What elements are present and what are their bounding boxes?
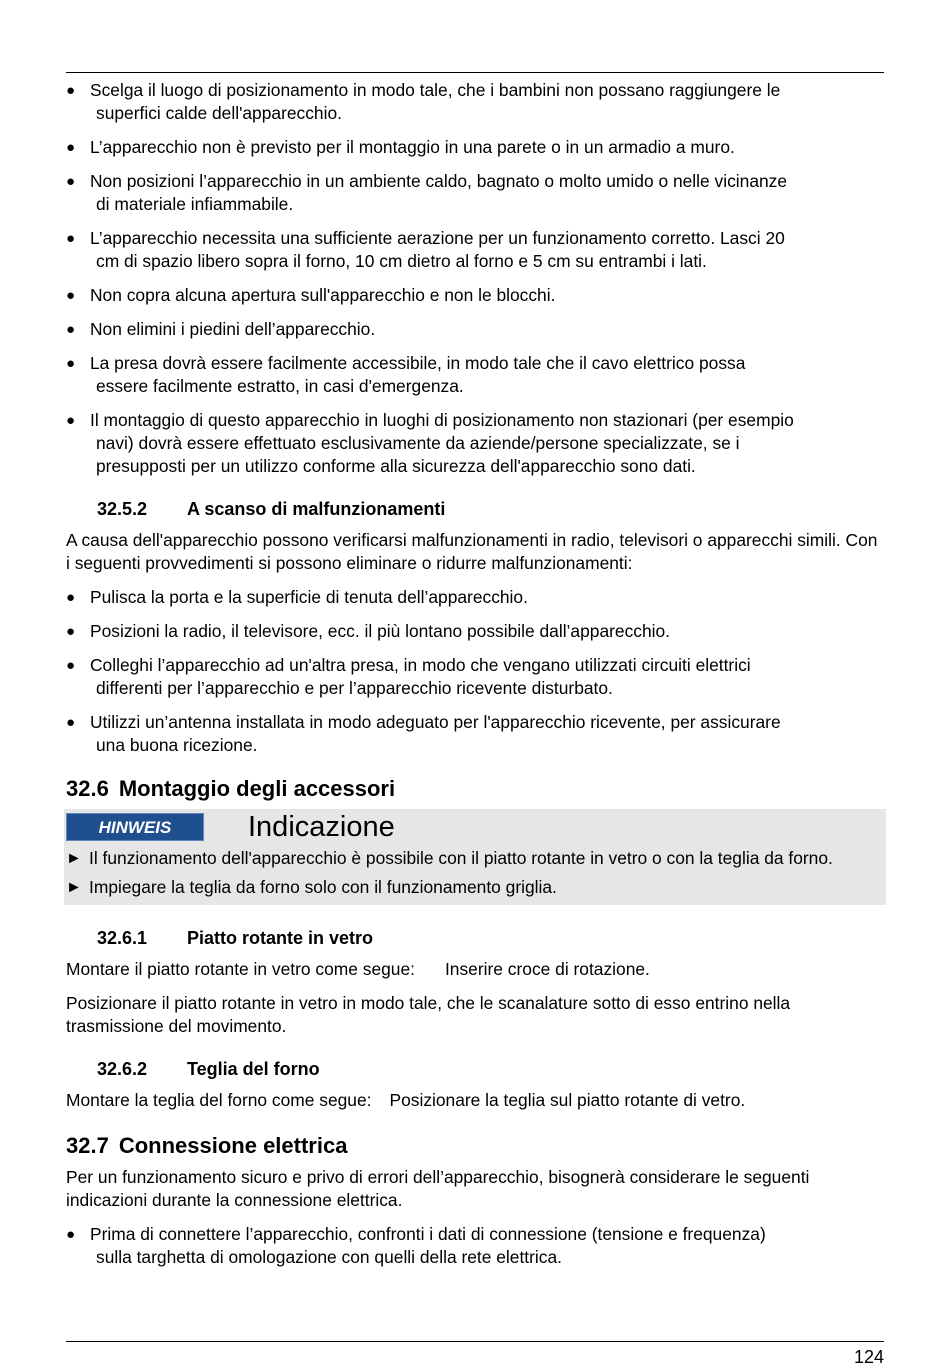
footer-rule	[66, 1341, 884, 1342]
header-rule	[66, 72, 884, 73]
list-item: ● L’apparecchio necessita una sufficiente aerazione per un funzionamento corretto. Lasci 20 cm di spazio libero sopra il forno, 10 cm dietro al forno e 5 cm su entrambi i lati.	[66, 228, 785, 271]
heading-32-7: 32.7 Connessione elettrica	[66, 1133, 348, 1158]
page-content	[66, 79, 884, 1280]
list-item: ● Non elimini i piedini dell’apparecchio.	[66, 319, 376, 339]
bullet-list-interference	[66, 586, 884, 757]
list-item: ● Prima di connettere l’apparecchio, confronti i dati di connessione (tensione e frequenza) sulla targhetta di omologazione con quelli della rete elettrica.	[66, 1224, 766, 1267]
bullet-list-installation	[66, 79, 884, 478]
arrow-right-icon: ►	[66, 850, 82, 867]
notice-item: ► Impiegare la teglia da forno solo con il funzionamento griglia.	[66, 877, 557, 897]
list-item: ● Il montaggio di questo apparecchio in luoghi di posizionamento non stazionari (per esempio navi) dovrà essere effettuato esclusivamente da aziende/persone specializzate, se i presupposti per un utilizzo conforme alla sicurezza dell'apparecchio sono dati.	[66, 410, 794, 476]
paragraph: Posizionare il piatto rotante in vetro in modo tale, che le scanalature sotto di esso entrino nella trasmissione del movimento.	[66, 993, 791, 1036]
heading-32-5-2: 32.5.2 A scanso di malfunzionamenti	[97, 499, 446, 519]
list-item: ● Scelga il luogo di posizionamento in modo tale, che i bambini non possano raggiungere le superfici calde dell'apparecchio.	[66, 80, 781, 123]
list-item: ● L’apparecchio non è previsto per il montaggio in una parete o in un armadio a muro.	[66, 137, 735, 157]
instruction-line: Montare la teglia del forno come segue: Posizionare la teglia sul piatto rotante di vetro.	[66, 1090, 746, 1110]
list-item: ● Colleghi l’apparecchio ad un'altra presa, in modo che vengano utilizzati circuiti elettrici differenti per l’apparecchio e per l’apparecchio ricevente disturbato.	[66, 655, 751, 698]
intro-paragraph: Per un funzionamento sicuro e privo di errori dell’apparecchio, bisognerà considerare le seguenti indicazioni durante la connessione elettrica.	[66, 1167, 810, 1210]
heading-32-6: 32.6 Montaggio degli accessori	[66, 776, 396, 801]
heading-32-6-1: 32.6.1 Piatto rotante in vetro	[97, 928, 374, 948]
list-item: ● Non posizioni l’apparecchio in un ambiente caldo, bagnato o molto umido o nelle vicinanze di materiale infiammabile.	[66, 171, 788, 214]
list-item: ● Non copra alcuna apertura sull'apparecchio e non le blocchi.	[66, 285, 556, 305]
heading-32-6-2: 32.6.2 Teglia del forno	[97, 1059, 320, 1079]
notice-item: ► Il funzionamento dell'apparecchio è possibile con il piatto rotante in vetro o con la teglia da forno.	[66, 848, 833, 868]
intro-paragraph: A causa dell'apparecchio possono verificarsi malfunzionamenti in radio, televisori o apparecchi simili. Con i seguenti provvedimenti si possono eliminare o ridurre malfunzionamenti:	[66, 530, 878, 573]
list-item: ● Utilizzi un’antenna installata in modo adeguato per l'apparecchio ricevente, per assicurare una buona ricezione.	[66, 712, 781, 755]
arrow-right-icon: ►	[66, 879, 82, 896]
list-item: ● Posizioni la radio, il televisore, ecc. il più lontano possibile dall’apparecchio.	[66, 621, 671, 641]
list-item: ● Pulisca la porta e la superficie di tenuta dell’apparecchio.	[66, 587, 528, 607]
instruction-line: Montare il piatto rotante in vetro come segue: Inserire croce di rotazione.	[66, 959, 650, 979]
notice-title: Indicazione	[248, 810, 395, 843]
bullet-list-electrical	[66, 1223, 884, 1269]
notice-box	[64, 809, 886, 905]
hinweis-badge: HINWEIS	[66, 813, 204, 841]
page-number: 124	[853, 1347, 884, 1367]
list-item: ● La presa dovrà essere facilmente accessibile, in modo tale che il cavo elettrico possa essere facilmente estratto, in casi d'emergenza.	[66, 353, 746, 396]
